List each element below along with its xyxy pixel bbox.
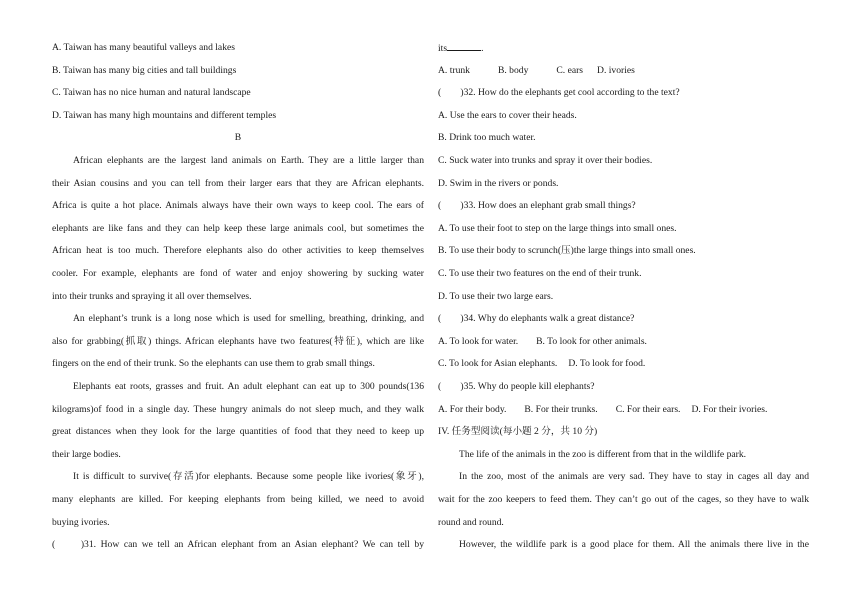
answer-blank[interactable] xyxy=(447,40,481,51)
question-34-options-row1 xyxy=(438,334,809,349)
passage-line: fingers on the end of their trunk. So the elephants can use them to grab small things. xyxy=(52,358,375,370)
question-32-stem: ( )32. How do the elephants get cool according to the text? xyxy=(438,87,680,99)
q31-option-a: A. trunk xyxy=(438,64,470,76)
q33-option-b: B. To use their body to scrunch(压)the large things into small ones. xyxy=(438,245,696,257)
passage-line: cooler. For example, elephants are fond of water and enjoy showering by sucking water xyxy=(52,268,424,279)
passage-line: An elephant’s trunk is a long nose which is used for smelling, breathing, drinking, and xyxy=(73,313,424,325)
option-c-prev: C. Taiwan has no nice human and natural landscape xyxy=(52,87,251,99)
q31-cont-text: its xyxy=(438,43,448,54)
passage-line: also for grabbing(抓取) things. African elephants have two features(特征), which are like xyxy=(52,335,424,347)
q31-option-d: D. ivories xyxy=(597,64,635,76)
q35-option-c: C. For their ears. xyxy=(615,403,681,415)
q33-option-d: D. To use their two large ears. xyxy=(438,290,554,302)
passage-line: It is difficult to survive(存活)for elephants. Because some people like ivories(象牙), xyxy=(73,471,424,483)
question-34-options-row2 xyxy=(438,356,809,371)
question-31-stem: ( )31. How can we tell an African elephant from an Asian elephant? We can tell by xyxy=(52,539,424,551)
question-34-stem: ( )34. Why do elephants walk a great distance? xyxy=(438,313,635,325)
q32-option-d: D. Swim in the rivers or ponds. xyxy=(438,177,559,189)
q32-option-b: B. Drink too much water. xyxy=(438,132,536,144)
passage-line: Africa is quite a hot place. Animals always have their own ways to keep cool. The ears of xyxy=(52,200,424,212)
q31-option-b: B. body xyxy=(497,64,529,76)
passage-line: kilograms)of food in a single day. These hungry animals do not sleep much, and they walk xyxy=(52,403,424,415)
question-35-stem: ( )35. Why do people kill elephants? xyxy=(438,381,595,392)
passage-line: their large bodies. xyxy=(52,448,121,460)
option-a-prev: A. Taiwan has many beautiful valleys and lakes xyxy=(52,42,235,53)
section-label: B xyxy=(234,132,242,144)
passage-line: Elephants eat roots, grasses and fruit. An adult elephant can eat up to 300 pounds(136 xyxy=(73,381,424,392)
passage2-line: In the zoo, most of the animals are very sad. They have to stay in cages all day and xyxy=(459,471,809,483)
q31-option-c: C. ears xyxy=(556,64,584,76)
option-b-prev: B. Taiwan has many big cities and tall buildings xyxy=(52,64,237,76)
q32-option-c: C. Suck water into trunks and spray it over their bodies. xyxy=(438,155,653,166)
passage-line: buying ivories. xyxy=(52,516,110,528)
passage-line: many elephants are killed. For keeping elephants from being killed, we need to avoid xyxy=(52,494,424,505)
question-33-stem: ( )33. How does an elephant grab small things? xyxy=(438,200,636,212)
q34-option-c: C. To look for Asian elephants. xyxy=(438,358,558,370)
q34-option-a: A. To look for water. xyxy=(438,335,519,347)
q32-option-a: A. Use the ears to cover their heads. xyxy=(438,109,577,121)
passage2-line: However, the wildlife park is a good place for them. All the animals there live in the xyxy=(459,539,809,551)
passage-line: African heat is too much. Therefore elephants also do other activities to keep themselves xyxy=(52,245,424,257)
question-35-options xyxy=(438,402,809,417)
question-31-continuation: its . xyxy=(438,40,809,55)
question-31-options xyxy=(438,63,809,78)
passage2-line: round and round. xyxy=(438,516,504,528)
section-4-title: IV. 任务型阅读(每小题 2 分，共 10 分) xyxy=(438,426,598,438)
q34-option-b: B. To look for other animals. xyxy=(536,335,647,347)
passage-line: great distances when they look for the large quantities of food that they need to keep up xyxy=(52,426,424,438)
q34-option-d: D. To look for food. xyxy=(568,358,646,370)
q33-option-c: C. To use their two features on the end of their trunk. xyxy=(438,268,642,279)
passage2-line: wait for the zoo keepers to feed them. They can’t go out of the cages, so they have to walk xyxy=(438,494,809,505)
q35-option-a: A. For their body. xyxy=(438,403,507,415)
q33-option-a: A. To use their foot to step on the large things into small ones. xyxy=(438,222,677,234)
q35-option-b: B. For their trunks. xyxy=(524,403,598,415)
option-d-prev: D. Taiwan has many high mountains and different temples xyxy=(52,109,277,121)
passage2-line: The life of the animals in the zoo is different from that in the wildlife park. xyxy=(459,448,747,460)
passage-line: elephants are like fans and they can help keep these large animals cool, but sometimes the xyxy=(52,222,424,234)
passage-line: into their trunks and spraying it all over themselves. xyxy=(52,290,252,302)
passage-line: African elephants are the largest land animals on Earth. They are a little larger than xyxy=(73,155,424,166)
passage-line: their Asian cousins and you can tell from their larger ears that they are African elephants. xyxy=(52,177,424,189)
q35-option-d: D. For their ivories. xyxy=(691,403,768,415)
